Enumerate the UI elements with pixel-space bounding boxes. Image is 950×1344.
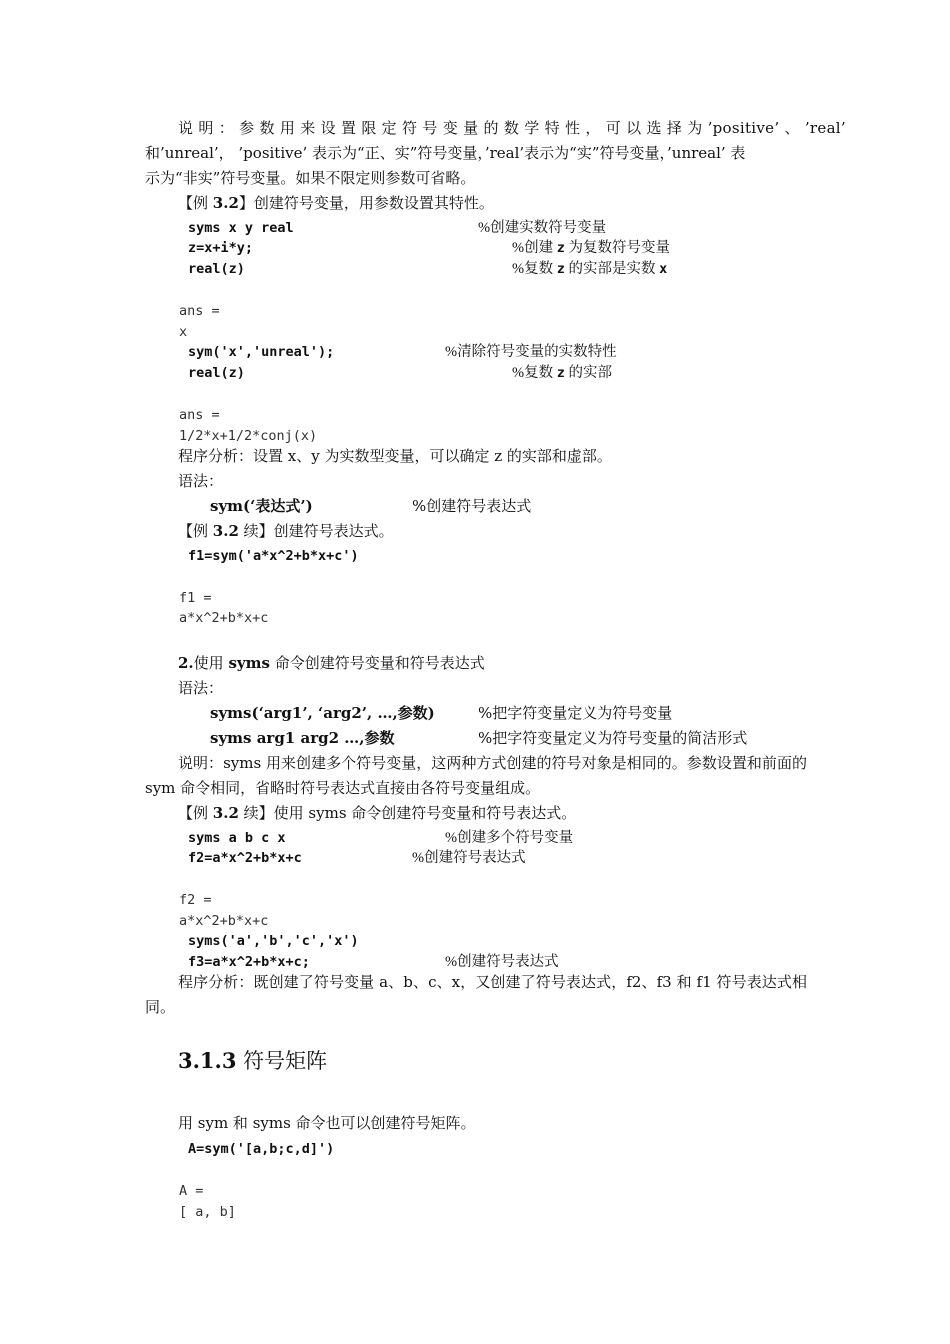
code-comment: %复数 z 的实部是实数 x	[512, 261, 668, 277]
code-line: z=x+i*y;	[188, 240, 254, 256]
code-comment: %创建符号表达式	[445, 954, 559, 970]
code-comment: %创建符号表达式	[412, 850, 526, 866]
code-comment: %创建 z 为复数符号变量	[512, 240, 670, 256]
output-line: ans =	[179, 407, 220, 423]
code-line: f2=a*x^2+b*x+c	[188, 850, 302, 866]
code-comment: %清除符号变量的实数特性	[445, 344, 617, 360]
code-line: sym('x','unreal');	[188, 344, 335, 360]
code-comment: %创建多个符号变量	[445, 830, 574, 846]
analysis-paragraph: 程序分析：既创建了符号变量 a、b、c、x，又创建了符号表达式，f2、f3 和 f1 符号表达式相同。	[145, 973, 807, 1016]
code-line: syms x y real	[188, 220, 294, 236]
code-line: real(z)	[188, 365, 245, 381]
description-paragraph: 说明：syms 用来创建多个符号变量，这两种方式创建的符号对象是相同的。参数设置和前面的 sym 命令相同，省略时符号表达式直接由各符号变量组成。	[145, 754, 807, 797]
code-line: real(z)	[188, 261, 245, 277]
output-line: A =	[179, 1183, 204, 1199]
code-line: syms('a','b','c','x')	[188, 933, 359, 949]
section-heading: 2.使用 syms 命令创建符号变量和符号表达式	[178, 654, 485, 672]
code-comment: %创建实数符号变量	[478, 220, 607, 236]
output-line: ans =	[179, 303, 220, 319]
example-title: 【例 3.2 续】使用 syms 命令创建符号变量和符号表达式。	[178, 804, 577, 822]
syntax-code: syms(‘arg1’, ‘arg2’, …,参数)	[210, 704, 435, 722]
paragraph-line: 说 明 ： 参 数 用 来 设 置 限 定 符 号 变 量 的 数 学 特 性 ， 可 以 选 择 为 ’positive’ 、 ’real’	[178, 119, 846, 137]
example-title: 【例 3.2】创建符号变量，用参数设置其特性。	[178, 194, 494, 212]
syntax-comment: %把字符变量定义为符号变量	[478, 704, 673, 722]
output-line: [ a, b]	[179, 1204, 236, 1220]
code-comment: %复数 z 的实部	[512, 365, 612, 381]
output-line: a*x^2+b*x+c	[179, 913, 269, 929]
paragraph-line: 和’unreal’， ’positive’ 表示为“正、实”符号变量，’real’表示为“实”符号变量，’unreal’ 表	[145, 144, 746, 162]
code-line: f3=a*x^2+b*x+c;	[188, 954, 310, 970]
syntax-comment: %把字符变量定义为符号变量的简洁形式	[478, 729, 748, 747]
output-line: x	[179, 324, 188, 340]
example-title: 【例 3.2 续】创建符号表达式。	[178, 522, 394, 540]
syntax-comment: %创建符号表达式	[412, 497, 532, 515]
output-line: 1/2*x+1/2*conj(x)	[179, 428, 318, 444]
syntax-code: syms arg1 arg2 …,参数	[210, 729, 395, 747]
subsection-heading: 3.1.3 符号矩阵	[178, 1048, 328, 1073]
syntax-code: sym(‘表达式’)	[210, 497, 313, 515]
analysis-text: 程序分析：设置 x、y 为实数型变量，可以确定 z 的实部和虚部。	[178, 447, 612, 465]
code-line: syms a b c x	[188, 830, 286, 846]
syntax-label: 语法：	[178, 679, 224, 697]
output-line: f1 =	[179, 590, 212, 606]
intro-text: 用 sym 和 syms 命令也可以创建符号矩阵。	[178, 1114, 476, 1132]
output-line: f2 =	[179, 892, 212, 908]
paragraph-line: 示为“非实”符号变量。如果不限定则参数可省略。	[145, 169, 476, 187]
code-line: f1=sym('a*x^2+b*x+c')	[188, 548, 359, 564]
output-line: a*x^2+b*x+c	[179, 610, 269, 626]
code-line: A=sym('[a,b;c,d]')	[188, 1141, 335, 1157]
syntax-label: 语法：	[178, 472, 224, 490]
